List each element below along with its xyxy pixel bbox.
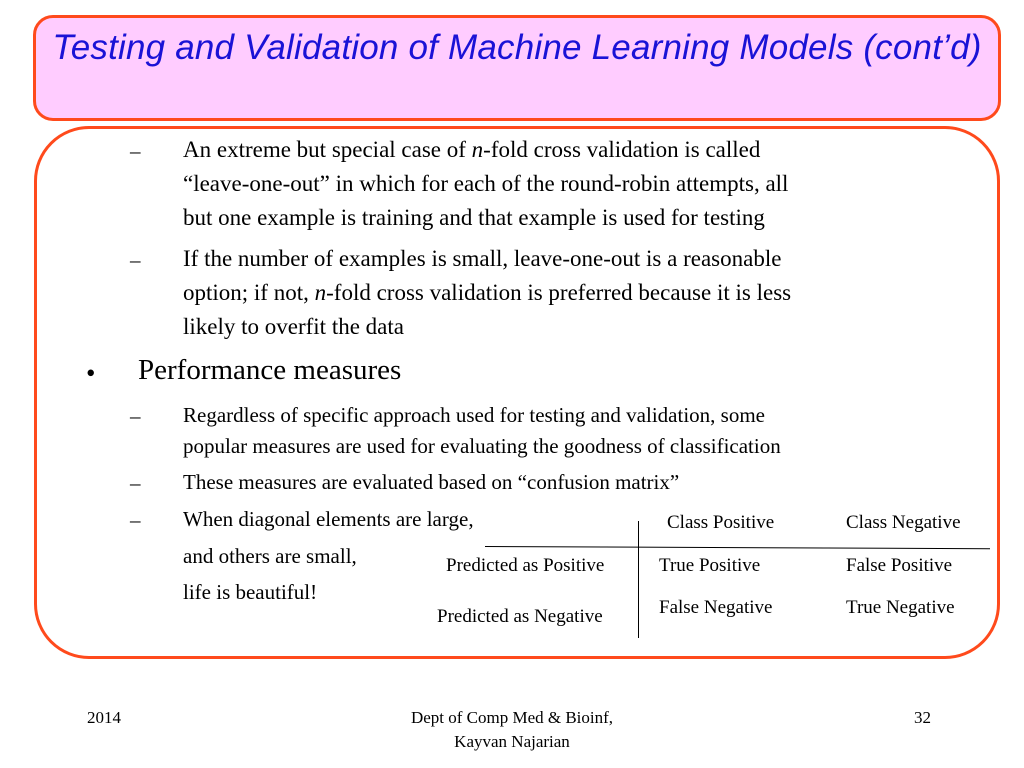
matrix-cell-true-negative: True Negative bbox=[846, 597, 955, 618]
item1-line1 bbox=[183, 133, 760, 167]
item2-line3: likely to overfit the data bbox=[183, 314, 404, 339]
matrix-cell-false-negative: False Negative bbox=[659, 597, 773, 618]
item2-line2-after: -fold cross validation is preferred because it is less bbox=[326, 280, 792, 305]
item1-line2: “leave-one-out” in which for each of the round-robin attempts, all bbox=[183, 171, 789, 196]
footer-page-number: 32 bbox=[914, 708, 931, 727]
matrix-col-header: Class Negative bbox=[846, 512, 961, 533]
item1-line1-before: An extreme but special case of bbox=[183, 137, 472, 162]
item2-line2 bbox=[183, 276, 791, 310]
item1-line1-after: -fold cross validation is called bbox=[483, 137, 761, 162]
footer-dept-line1: Dept of Comp Med & Bioinf, bbox=[410, 708, 614, 727]
bullet-marker: • bbox=[86, 358, 96, 388]
matrix-cell-true-positive: True Positive bbox=[659, 555, 761, 576]
dash-marker: – bbox=[130, 471, 141, 495]
matrix-row-header: Predicted as Positive bbox=[446, 555, 605, 576]
item4-line1: These measures are evaluated based on “confusion matrix” bbox=[183, 470, 680, 494]
matrix-cell-false-positive: False Positive bbox=[846, 555, 953, 576]
slide-title: Testing and Validation of Machine Learning Models (cont’d) bbox=[52, 28, 982, 67]
dash-marker: – bbox=[130, 508, 141, 532]
footer-dept-line2: Kayvan Najarian bbox=[454, 732, 570, 751]
item3-line2: popular measures are used for evaluating the goodness of classification bbox=[183, 434, 781, 458]
item2-line1: If the number of examples is small, leave-one-out is a reasonable bbox=[183, 246, 782, 271]
item5-line3: life is beautiful! bbox=[183, 580, 318, 604]
item5-line1: When diagonal elements are large, bbox=[183, 507, 474, 531]
dash-marker: – bbox=[130, 248, 141, 272]
dash-marker: – bbox=[130, 404, 141, 428]
item2-line2-italic: n bbox=[314, 280, 327, 305]
item2-line2-before: option; if not, bbox=[183, 280, 315, 305]
matrix-vertical-divider bbox=[638, 521, 639, 638]
item3-line1: Regardless of specific approach used for testing and validation, some bbox=[183, 403, 765, 427]
item1-line1-italic: n bbox=[471, 137, 484, 162]
title-box bbox=[33, 15, 1001, 121]
item1-line3: but one example is training and that example is used for testing bbox=[183, 205, 765, 230]
footer-credit bbox=[0, 706, 1024, 754]
matrix-col-header: Class Positive bbox=[667, 512, 775, 533]
footer-year: 2014 bbox=[87, 708, 121, 727]
performance-measures-heading: Performance measures bbox=[138, 354, 402, 386]
matrix-row-header: Predicted as Negative bbox=[437, 606, 603, 627]
dash-marker: – bbox=[130, 139, 141, 163]
item5-line2: and others are small, bbox=[183, 544, 357, 568]
